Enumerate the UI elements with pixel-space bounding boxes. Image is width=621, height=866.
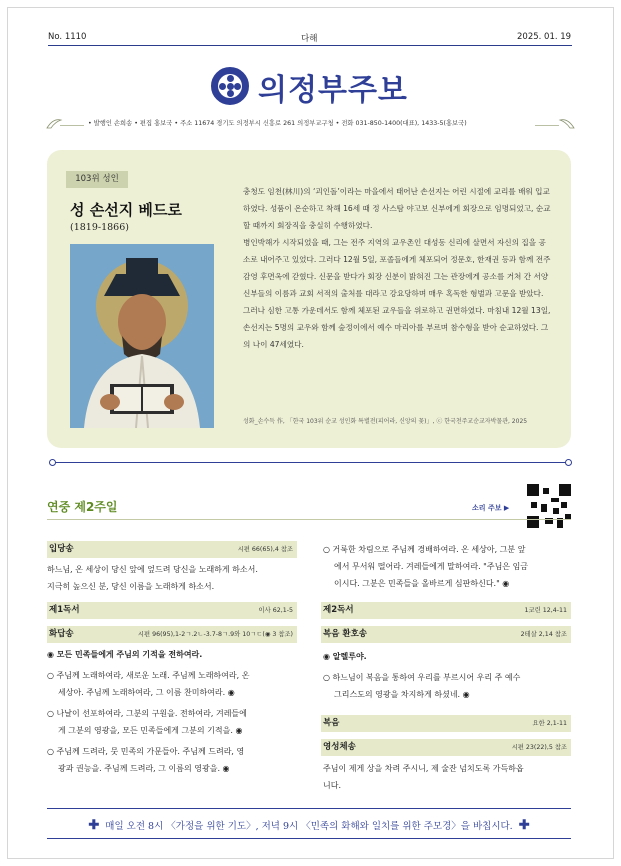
entrance-antiphon-label: 입당송 xyxy=(49,544,74,554)
portrait-credit: 성화_손수득 作, 「한국 103위 순교 성인화 특별전(피어라, 신앙의 꽃)」, ⓒ 한국천주교순교자박물관, 2025 xyxy=(243,418,528,425)
first-reading-ref: 이사 62,1-5 xyxy=(258,607,293,614)
masthead-title: 의정부주보 xyxy=(258,73,408,108)
bio-paragraph-2: 병인박해가 시작되었을 때, 그는 전주 지역의 교우촌인 대성동 신리에 살면서 자신의 집을 공소로 내어주고 있었다. 그러다 12월 5일, 포졸들에게 체포되어 정문호, 한재권 등과 함께 전주 감영 후면옥에 갇혔다. 신문을 받다가 회장 신분이 밝혀진 그는 관장에게 공소를 거쳐 간 서양 신부들의 이름과 교회 서적의 출처를 대라고 강요당하며 매우 혹독한 형벌과 고문을 받았다. 그러나 심한 고통 가운데서도 함께 체포된 교우들을 위로하고 권면하였다. 마침내 12월 13일, 손선지는 5명의 교우와 함께 숲정이에서 예수 마리아를 부르며 참수형을 받아 순교하였다. 그의 나이 47세였다. xyxy=(243,238,551,349)
footer-text: 매일 오전 8시 〈가정을 위한 기도〉, 저녁 9시 〈민족의 화해와 일치를 위한 주모경〉을 바칩시다. xyxy=(105,821,513,832)
header-rule xyxy=(48,45,572,46)
psalm-verse-4-line-1: ○ 거룩한 차림으로 주님께 경배하여라. 온 세상아, 그분 앞 xyxy=(323,545,526,554)
communion-antiphon-ref: 시편 23(22),5 참조 xyxy=(511,744,567,751)
liturgical-year: 다해 xyxy=(301,34,318,44)
bio-paragraph-1: 충청도 임천(林川)의 ‘괴인돌’이라는 마을에서 태어난 손선지는 어린 시절에 교리를 배워 입교하였다. 성품이 온순하고 착해 16세 때 정 사스탐 야고보 신부에게 회장으로 임명되었고, 순교할 때까지 회장직을 충실히 수행하였다. xyxy=(243,187,551,230)
entrance-line-1: 하느님, 온 세상이 당신 앞에 엎드려 당신을 노래하게 하소서. xyxy=(47,565,258,574)
divider-dot-right-icon xyxy=(565,459,572,466)
footer-rule-bottom xyxy=(47,838,571,839)
cross-right-icon: ✚ xyxy=(518,818,530,833)
second-reading-ref: 1코린 12,4-11 xyxy=(524,607,567,614)
gospel-ref: 요한 2,1-11 xyxy=(532,720,567,727)
communion-line-1: 주님이 제게 상을 차려 주시니, 제 술잔 넘치도록 가득하옵 xyxy=(323,764,524,773)
psalm-verse-2-line-1: ○ 나날이 선포하여라, 그분의 구원을. 전하여라, 겨레들에 xyxy=(47,709,247,718)
second-reading-label: 제2독서 xyxy=(323,605,354,615)
acclamation-verse-line-2: 그리스도의 영광을 차지하게 하셨네. ◉ xyxy=(334,690,470,699)
alleluia: ◉ 알렐루야. xyxy=(323,652,367,661)
cross-left-icon: ✚ xyxy=(88,818,100,833)
section-divider xyxy=(54,462,568,463)
first-reading-bar xyxy=(47,602,297,619)
issue-date: 2025. 01. 19 xyxy=(517,32,572,42)
saint-tag: 103위 성인 xyxy=(66,171,128,188)
section-title: 연중 제2주일 xyxy=(47,500,118,514)
psalm-ref: 시편 96(95),1-2ㄱ.2ㄴ-3.7-8ㄱ.9와 10ㄱㄷ(◉ 3 참조) xyxy=(137,631,293,638)
psalm-bar xyxy=(47,626,297,643)
divider-dot-left-icon xyxy=(49,459,56,466)
entrance-antiphon-bar xyxy=(47,541,297,558)
diocese-logo-icon xyxy=(211,67,249,105)
psalm-verse-1-line-1: ○ 주님께 노래하여라, 새로운 노래. 주님께 노래하여라, 온 xyxy=(47,671,250,680)
acclamation-verse-line-1: ○ 하느님이 복음을 통하여 우리를 부르시어 우리 주 예수 xyxy=(323,673,521,682)
saint-portrait xyxy=(70,244,214,428)
psalm-verse-3-line-2: 광과 권능을. 주님께 드려라, 그 이름의 영광을. ◉ xyxy=(58,764,230,773)
leaf-ornament-right-icon xyxy=(556,116,576,132)
footer xyxy=(47,818,571,833)
saint-name: 성 손선지 베드로 xyxy=(70,201,182,219)
audio-bulletin-link[interactable]: 소리 주보 ▶ xyxy=(472,504,510,512)
gospel-label: 복음 xyxy=(323,718,340,728)
psalm-verse-4-line-2: 에서 무서워 떨어라. 겨레들에게 말하여라. "주님은 임금 xyxy=(334,562,529,571)
psalm-verse-4-line-3: 이시다. 그분은 민족들을 올바르게 심판하신다." ◉ xyxy=(334,579,510,588)
communion-antiphon-bar xyxy=(321,739,571,756)
qr-code[interactable] xyxy=(527,484,571,528)
leaf-ornament-left-icon xyxy=(45,116,65,132)
psalm-verse-1-line-2: 세상아. 주님께 노래하여라, 그 이름 찬미하여라. ◉ xyxy=(58,688,235,697)
publisher-info: • 발행인 손희송 • 편집 홍보국 • 주소 11674 경기도 의정부시 신흥로 261 의정부교구청 • 전화 031-850-1400(대표), 1433-5(홍보국) xyxy=(88,120,467,127)
first-reading-label: 제1독서 xyxy=(49,605,80,615)
psalm-verse-3-line-1: ○ 주님께 드려라, 뭇 민족의 가문들아. 주님께 드려라, 영 xyxy=(47,747,245,756)
entrance-line-2: 지극히 높으신 분, 당신 이름을 노래하게 하소서. xyxy=(47,582,215,591)
psalm-refrain: ◉ 모든 민족들에게 주님의 기적을 전하여라. xyxy=(47,650,203,659)
gospel-acclamation-bar xyxy=(321,626,571,643)
gospel-bar xyxy=(321,715,571,732)
issue-number: No. 1110 xyxy=(48,32,87,42)
saint-biography xyxy=(243,183,553,353)
communion-line-2: 니다. xyxy=(323,781,341,790)
psalm-verse-2-line-2: 게 그분의 영광을, 모든 민족들에게 그분의 기적을. ◉ xyxy=(58,726,243,735)
psalm-label: 화답송 xyxy=(49,629,74,639)
saint-years: (1819-1866) xyxy=(70,222,129,233)
gospel-acclamation-ref: 2테살 2,14 참조 xyxy=(520,631,567,638)
section-rule xyxy=(47,519,571,520)
entrance-antiphon-ref: 시편 66(65),4 참조 xyxy=(237,546,293,553)
communion-antiphon-label: 영성체송 xyxy=(323,742,356,752)
second-reading-bar xyxy=(321,602,571,619)
footer-rule-top xyxy=(47,808,571,809)
gospel-acclamation-label: 복음 환호송 xyxy=(323,629,368,639)
